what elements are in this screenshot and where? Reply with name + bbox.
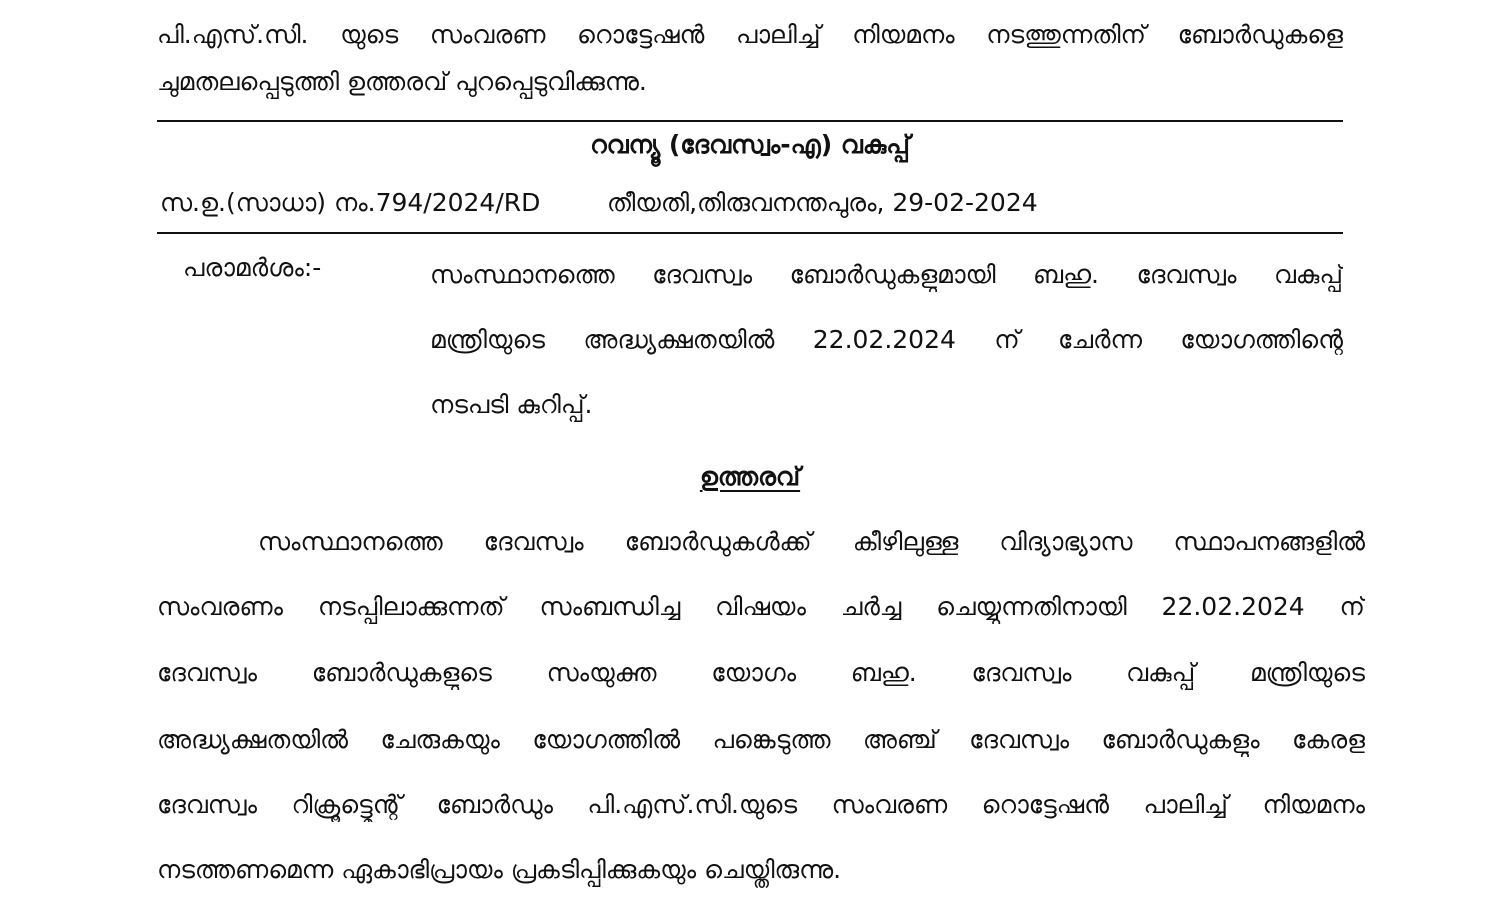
reference-line-1: സംസ്ഥാനത്തെ ദേവസ്വം ബോർഡുകളുമായി ബഹു. ദേവസ്വം വകുപ്പ് [430,260,1343,289]
body-line-6: നടത്തണമെന്ന ഏകാഭിപ്രായം പ്രകടിപ്പിക്കുകയും ചെയ്തിരുന്നു. [157,855,842,884]
divider-bottom [157,232,1343,234]
subject-line-1: പി.എസ്.സി. യുടെ സംവരണ റൊട്ടേഷൻ പാലിച്ച് നിയമനം നടത്തുന്നതിന് ബോർഡുകളെ [157,20,1343,49]
reference-label: പരാമർശം:- [183,253,322,282]
department-heading: റവന്യൂ (ദേവസ്വം-എ) വകുപ്പ് [590,130,910,159]
order-number: സ.ഉ.(സാധാ) നം.794/2024/RD [160,188,541,217]
body-line-5: ദേവസ്വം റിക്രൂട്ട്മെന്റ് ബോർഡും പി.എസ്.സി.യുടെ സംവരണ റൊട്ടേഷൻ പാലിച്ച് നിയമനം [157,790,1365,819]
body-line-3: ദേവസ്വം ബോർഡുകളുടെ സംയുക്ത യോഗം ബഹു. ദേവസ്വം വകുപ്പ് മന്ത്രിയുടെ [157,658,1365,687]
reference-line-2: മന്ത്രിയുടെ അദ്ധ്യക്ഷതയിൽ 22.02.2024 ന് ചേർന്ന യോഗത്തിന്റെ [430,325,1343,354]
body-line-1: സംസ്ഥാനത്തെ ദേവസ്വം ബോർഡുകൾക്ക് കീഴിലുള്ള വിദ്യാഭ്യാസ സ്ഥാപനങ്ങളിൽ [258,527,1365,556]
body-line-2: സംവരണം നടപ്പിലാക്കുന്നത് സംബന്ധിച്ച വിഷയം ചർച്ച ചെയ്യുന്നതിനായി 22.02.2024 ന് [157,592,1365,621]
reference-line-3: നടപടി കുറിപ്പ്. [430,390,593,419]
order-heading-text: ഉത്തരവ് [699,462,801,491]
divider-top [157,120,1343,122]
order-heading [157,460,1343,494]
body-line-4: അദ്ധ്യക്ഷതയിൽ ചേരുകയും യോഗത്തിൽ പങ്കെടുത്ത അഞ്ച് ദേവസ്വം ബോർഡുകളും കേരള [157,725,1365,754]
subject-line-2: ചുമതലപ്പെടുത്തി ഉത്തരവ് പുറപ്പെടുവിക്കുന്നു. [157,67,647,96]
order-date: തീയതി,തിരുവനന്തപുരം, 29-02-2024 [607,188,1038,217]
